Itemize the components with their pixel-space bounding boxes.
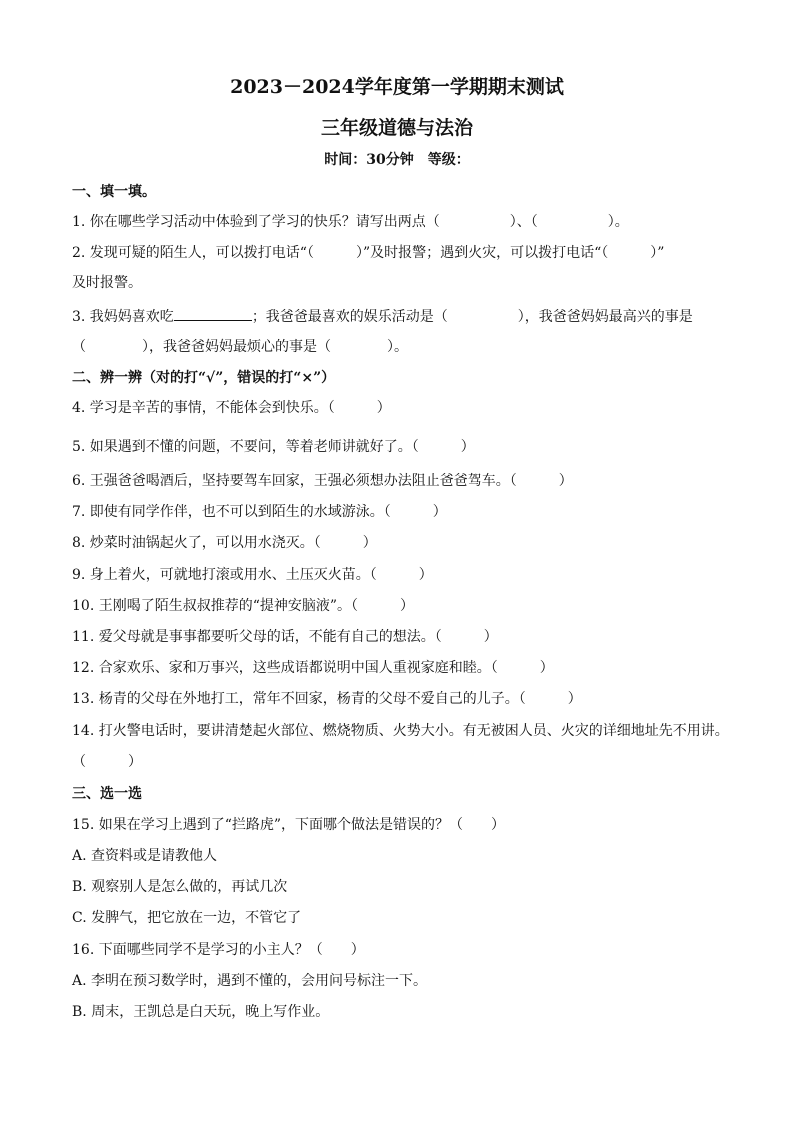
section-heading-fill: 一、填一填。: [72, 184, 156, 200]
question-16-option-b: B. 周末，王凯总是白天玩，晚上写作业。: [72, 1004, 330, 1020]
question-15: 15. 如果在学习上遇到了“拦路虎”，下面哪个做法是错误的？（ ）: [72, 817, 506, 833]
question-5: 5. 如果遇到不懂的问题，不要问，等着老师讲就好了。（ ）: [72, 439, 475, 455]
question-8: 8. 炒菜时油锅起火了，可以用水浇灭。（ ）: [72, 535, 377, 551]
question-16-option-a: A. 李明在预习数学时，遇到不懂的，会用问号标注一下。: [72, 973, 428, 989]
section-heading-choose: 三、选一选: [72, 786, 142, 802]
question-15-option-b: B. 观察别人是怎么做的，再试几次: [72, 879, 288, 895]
question-14-line-2: （ ）: [72, 754, 142, 770]
question-12: 12. 合家欢乐、家和万事兴，这些成语都说明中国人重视家庭和睦。（ ）: [72, 660, 554, 676]
question-15-option-c: C. 发脾气，把它放在一边，不管它了: [72, 910, 302, 926]
exam-meta: 时间：30分钟 等级：: [324, 152, 470, 168]
question-15-option-a: A. 查资料或是请教他人: [72, 848, 218, 864]
question-11: 11. 爱父母就是事事都要听父母的话，不能有自己的想法。（ ）: [72, 629, 498, 645]
section-heading-judge: 二、辨一辨（对的打“√”，错误的打“×”）: [72, 370, 336, 386]
question-6: 6. 王强爸爸喝酒后，坚持要驾车回家，王强必须想办法阻止爸爸驾车。（ ）: [72, 473, 573, 489]
exam-title: 2023－2024学年度第一学期期末测试: [230, 76, 564, 98]
question-10: 10. 王刚喝了陌生叔叔推荐的“提神安脑液”。（ ）: [72, 598, 415, 614]
question-2-line-2: 及时报警。: [72, 275, 142, 291]
question-4: 4. 学习是辛苦的事情，不能体会到快乐。（ ）: [72, 400, 391, 416]
question-14-line-1: 14. 打火警电话时，要讲清楚起火部位、燃烧物质、火势大小。有无被困人员、火灾的详细地址先不用讲。: [72, 723, 729, 739]
question-2-line-1: 2. 发现可疑的陌生人，可以拨打电话“（ ）”及时报警；遇到火灾，可以拨打电话“（ ）”: [72, 245, 665, 261]
question-3-suffix: ；我爸爸最喜欢的娱乐活动是（ ），我爸爸妈妈最高兴的事是: [251, 309, 693, 325]
question-1: 1. 你在哪些学习活动中体验到了学习的快乐？请写出两点（ ）、（ ）。: [72, 214, 629, 230]
exam-subtitle: 三年级道德与法治: [320, 117, 473, 139]
question-3-prefix: 3. 我妈妈喜欢吃: [72, 309, 174, 325]
question-7: 7. 即使有同学作伴，也不可以到陌生的水域游泳。（ ）: [72, 504, 447, 520]
question-3-line-2: （ ），我爸爸妈妈最烦心的事是（ ）。: [72, 339, 408, 355]
answer-blank: [174, 306, 252, 321]
question-9: 9. 身上着火，可就地打滚或用水、土压灭火苗。（ ）: [72, 567, 433, 583]
question-16: 16. 下面哪些同学不是学习的小主人？（ ）: [72, 942, 365, 958]
question-3-line-1: [72, 306, 693, 327]
question-13: 13. 杨青的父母在外地打工，常年不回家，杨青的父母不爱自己的儿子。（ ）: [72, 691, 582, 707]
